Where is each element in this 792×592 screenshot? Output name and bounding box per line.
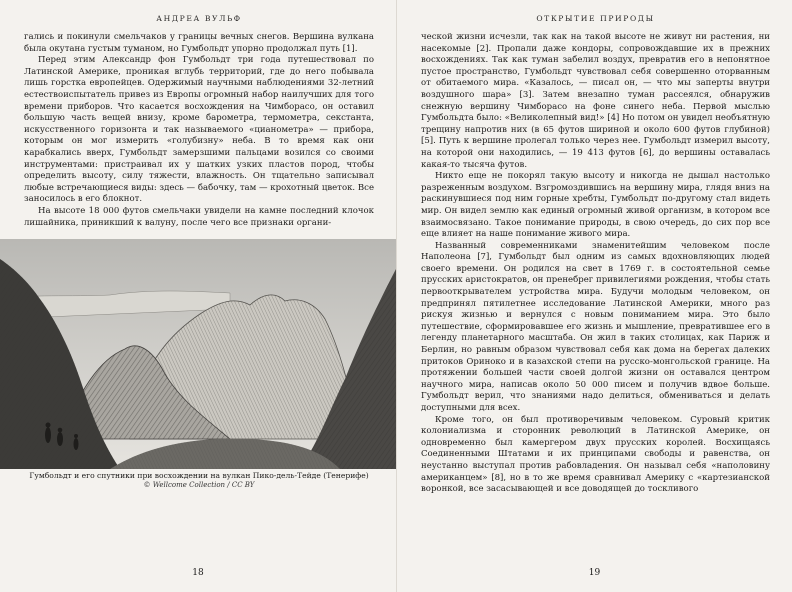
paragraph: На высоте 18 000 футов смельчаки увидели на камне последний клочок лишайника, приникший к валуну, после чего все признаки органи- [24, 205, 374, 228]
left-page-text [24, 32, 374, 229]
paragraph: ческой жизни исчезли, так как на такой высоте не живут ни растения, ни насекомые [2]. Пропали даже кондоры, сопровождавшие их в прежних восхождениях. Так как туман забелил воздух, превратив его в непонятное пустое пространство, Гумбольдт чувствовал себя совершенно оторванным от обитаемого мира. «Казалось, — писал он, — что мы заперты внутри воздушного шара» [3]. Затем внезапно туман рассеялся, обнаружив снежную вершину Чимборасо на фоне синего неба. Первой мыслью Гумбольдта было: «Великолепный вид!» [4] Но потом он увидел необъятную трещину напротив них (в 65 футов шириной и около 600 футов глубиной) [5]. Путь к вершине пролегал только через нее. Гумбольдт измерил высоту, на которой они находились, — 19 413 футов [6], до вершины оставалась какая-то тысяча футов. [421, 32, 770, 170]
figure-credit: © Wellcome Collection / CC BY [143, 481, 255, 490]
page-number-right: 19 [588, 568, 601, 578]
figure-caption: Гумбольдт и его спутники при восхождении на вулкан Пико-дель-Тейде (Тенерифе) [29, 471, 369, 481]
paragraph: Перед этим Александр фон Гумбольдт три года путешествовал по Латинской Америке, проникая вглубь территорий, где до него побывала лишь горстка европейцев. Одержимый научными наблюдениями 32-летний естествоиспытатель привез из Европы огромный набор наилучших для того времени приборов. Что касается восхождения на Чимборасо, он оставил большую часть вещей внизу, кроме барометра, термометра, секстанта, искусственного горизонта и так называемого «цианометра» — прибора, которым он мог измерить «голубизну» неба. В то время как они карабкались вверх, Гумбольдт замерзшими пальцами возился со своими инструментами: пристраивал их у шатких узких пластов пород, чтобы определить высоту, силу тяжести, влажность. Он тщательно записывал любые встречающиеся виды: здесь — бабочку, там — крохотный цветок. Все заносилось в его блокнот. [24, 55, 374, 205]
running-header-author: АНДРЕА ВУЛЬФ [156, 14, 242, 23]
engraving-illustration [0, 239, 396, 469]
paragraph: Никто еще не покорял такую высоту и никогда не дышал настолько разреженным воздухом. Взгромоздившись на вершину мира, глядя вниз на раскинувшиеся под ним горные хребты, Гумбольдт по-другому стал видеть мир. Он видел землю как единый огромный живой организм, в котором все взаимосвязано. Такое понимание природы, в свою очередь, до сих пор все еще влияет на наше понимание живого мира. [421, 171, 770, 240]
paragraph: Названный современниками знаменитейшим человеком после Наполеона [7], Гумбольдт был одним из самых вдохновляющих людей своего времени. Он родился на свет в 1769 г. в состоятельной семье прусских аристократов, он пренебрег привилегиями рождения, чтобы стать первооткрывателем устройства мира. Будучи молодым человеком, он предпринял пятилетнее исследование Латинской Америки, много раз рискуя жизнью и вернулся с новым пониманием мира. Это было путешествие, сформировавшее его жизнь и мышление, превратившее его в легенду планетарного масштаба. Он жил в таких столицах, как Париж и Берлин, но равным образом чувствовал себя как дома на берегах далеких притоков Ориноко и в казахской степи на русско-монгольской границе. На протяжении большей части своей долгой жизни он оставался центром научного мира, написав около 50 000 писем и получив вдвое больше. Гумбольдт верил, что знаниями надо делиться, обмениваться и делать доступными для всех. [421, 240, 770, 413]
paragraph: гались и покинули смельчаков у границы вечных снегов. Вершина вулкана была окутана густым туманом, но Гумбольдт упорно продолжал путь [1]. [24, 32, 374, 54]
right-page-text [421, 32, 770, 496]
page-number-left: 18 [192, 568, 204, 578]
paragraph: Кроме того, он был противоречивым человеком. Суровый критик колониализма и сторонник революций в Латинской Америке, он одновременно был камергером двух прусских королей. Восхищаясь Соединенными Штатами и их принципами свободы и равенства, он неустанно выступал против рабовладения. Он называл себя «наполовину американцем» [8], но в то же время сравнивал Америку с «картезианской воронкой, все засасывающей и все доводящей до тоскливого [421, 414, 770, 495]
right-page [396, 0, 792, 592]
running-header-title: ОТКРЫТИЕ ПРИРОДЫ [536, 14, 655, 23]
volcano-engraving [0, 239, 396, 469]
